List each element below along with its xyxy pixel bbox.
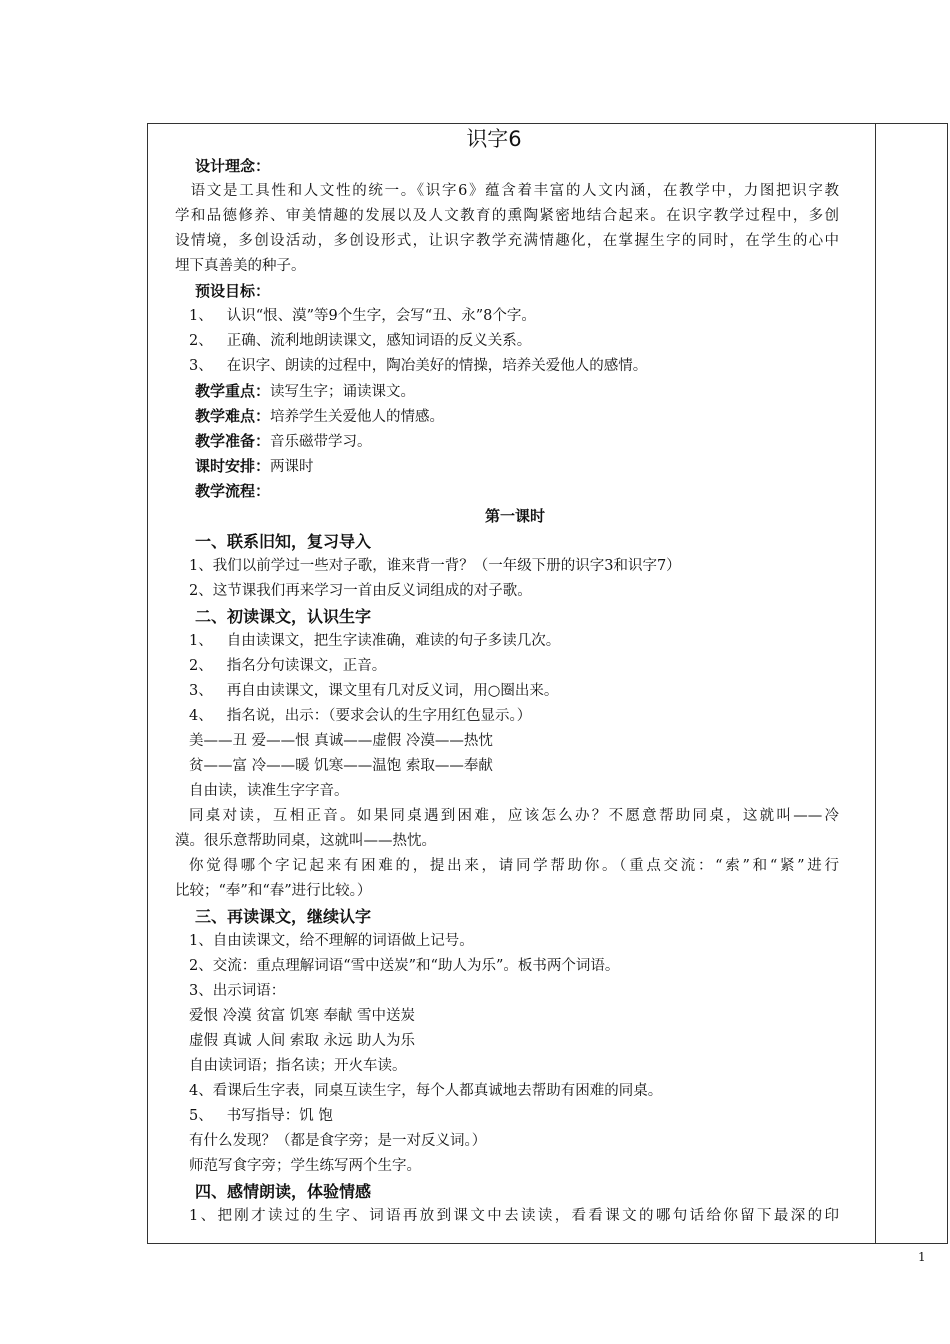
- section-2-para-1-line-1: 同桌对读，互相正音。如果同桌遇到困难，应该怎么办？不愿意帮助同桌，这就叫——冷: [189, 808, 839, 824]
- section-2-item-3: 3、 再自由读课文，课文里有几对反义词，用○圈出来。: [189, 683, 559, 699]
- section-4-heading: 四、感情朗读，体验情感: [195, 1182, 372, 1201]
- goals-heading: 预设目标：: [195, 282, 271, 300]
- section-3-line-3: 3、出示词语：: [189, 983, 286, 999]
- meta-difficulty: 教学难点：培养学生关爱他人的情感。: [195, 407, 445, 425]
- section-3-item-5: 5、 书写指导：饥 饱: [189, 1108, 333, 1124]
- design-line-4: 埋下真善美的种子。: [175, 258, 306, 274]
- section-1-heading: 一、联系旧知，复习导入: [195, 532, 372, 551]
- document-title: 识字6: [466, 127, 522, 151]
- section-2-free-read: 自由读，读准生字字音。: [189, 783, 349, 799]
- antonym-pairs-row-1: 美——丑 爱——恨 真诚——虚假 冷漠——热忱: [189, 733, 493, 749]
- meta-key-points: 教学重点：读写生字；诵读课文。: [195, 382, 416, 400]
- section-2-para-2-line-1: 你觉得哪个字记起来有困难的，提出来，请同学帮助你。（重点交流：“索”和“紧”进行: [189, 858, 839, 874]
- section-2-para-1-line-2: 漠。很乐意帮助同桌，这就叫——热忱。: [175, 833, 436, 849]
- design-line-1: 语文是工具性和人文性的统一。《识字6》蕴含着丰富的人文内涵，在教学中，力图把识字教: [189, 183, 839, 199]
- meta-flow: 教学流程：: [195, 482, 271, 500]
- section-3-line-7: 师范写食字旁；学生练写两个生字。: [189, 1158, 421, 1174]
- section-1-line-2: 2、这节课我们再来学习一首由反义词组成的对子歌。: [189, 583, 532, 599]
- design-heading: 设计理念：: [195, 157, 271, 175]
- section-3-line-5: 4、看课后生字表，同桌互读生字，每个人都真诚地去帮助有困难的同桌。: [189, 1083, 663, 1099]
- section-3-heading: 三、再读课文，继续认字: [195, 907, 372, 926]
- antonym-pairs-row-2: 贫——富 冷——暖 饥寒——温饱 索取——奉献: [189, 758, 493, 774]
- section-2-para-2-line-2: 比较；“奉”和“春”进行比较。）: [175, 883, 372, 899]
- meta-schedule: 课时安排：两课时: [195, 457, 314, 475]
- design-line-2: 学和品德修养、审美情趣的发展以及人文教育的熏陶紧密地结合起来。在识字教学过程中，多创: [175, 208, 839, 224]
- section-3-line-2: 2、交流：重点理解词语“雪中送炭”和“助人为乐”。板书两个词语。: [189, 958, 620, 974]
- section-2-item-4: 4、 指名说，出示：（要求会认的生字用红色显示。）: [189, 708, 532, 724]
- section-2-item-1: 1、 自由读课文，把生字读准确，难读的句子多读几次。: [189, 633, 561, 649]
- lesson-plan-content: [175, 124, 839, 1229]
- goal-item-2: 2、 正确、流利地朗读课文，感知词语的反义关系。: [189, 333, 532, 349]
- goal-item-3: 3、 在识字、朗读的过程中，陶冶美好的情操，培养关爱他人的感情。: [189, 358, 648, 374]
- lesson-title: 第一课时: [484, 507, 545, 525]
- section-3-line-4: 自由读词语；指名读；开火车读。: [189, 1058, 407, 1074]
- page-number: 1: [918, 1250, 926, 1264]
- goal-item-1: 1、 认识“恨、漠”等9个生字，会写“丑、永”8个字。: [189, 308, 536, 324]
- section-3-line-1: 1、自由读课文，给不理解的词语做上记号。: [189, 933, 474, 949]
- section-2-item-2: 2、 指名分句读课文，正音。: [189, 658, 387, 674]
- word-row-1: 爱恨 冷漠 贫富 饥寒 奉献 雪中送炭: [189, 1008, 416, 1024]
- section-2-heading: 二、初读课文，认识生字: [195, 607, 372, 626]
- section-1-line-1: 1、我们以前学过一些对子歌，谁来背一背？（一年级下册的识字3和识字7）: [189, 558, 681, 574]
- section-4-line-1: 1、把刚才读过的生字、词语再放到课文中去读读，看看课文的哪句话给你留下最深的印: [189, 1208, 839, 1224]
- table-cell-side: [874, 123, 948, 1244]
- section-3-line-6: 有什么发现？（都是食字旁；是一对反义词。）: [189, 1133, 487, 1149]
- word-row-2: 虚假 真诚 人间 索取 永远 助人为乐: [189, 1033, 416, 1049]
- meta-preparation: 教学准备：音乐磁带学习。: [195, 432, 372, 450]
- design-line-3: 设情境，多创设活动，多创设形式，让识字教学充满情趣化，在掌握生字的同时，在学生的心中: [175, 233, 839, 249]
